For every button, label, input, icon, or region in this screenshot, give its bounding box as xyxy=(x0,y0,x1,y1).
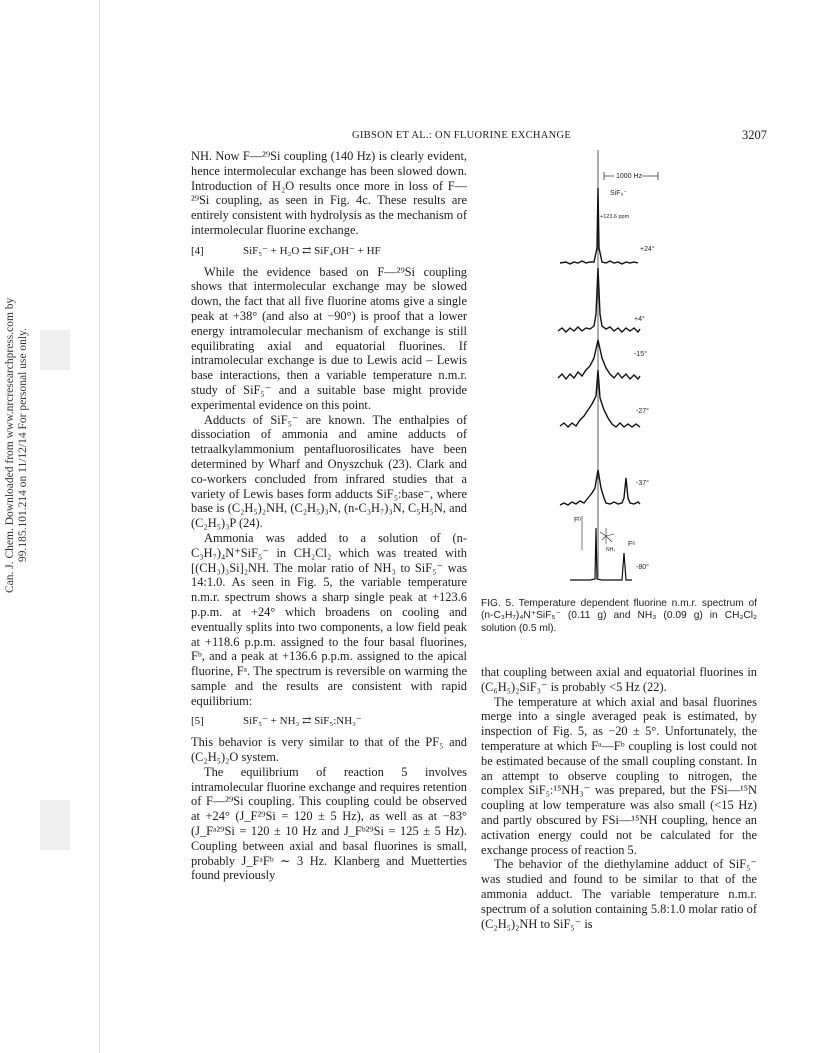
equation-number: [5] xyxy=(191,715,204,728)
paragraph: that coupling between axial and equatorial fluorines in (C₆H₅)₂SiF₃⁻ is probably <5 Hz (22). xyxy=(481,665,757,694)
label-nh3: NH₃ xyxy=(606,547,616,553)
temp-label: -80° xyxy=(636,564,649,571)
equation-5 xyxy=(191,714,467,729)
spectrum-trace-37 xyxy=(560,470,640,505)
spectrum-trace-80 xyxy=(570,528,632,580)
running-head: GIBSON ET AL.: ON FLUORINE EXCHANGE xyxy=(352,130,572,141)
spectrum-trace-24 xyxy=(560,188,638,264)
temp-label: -37° xyxy=(636,480,649,487)
paragraph: The behavior of the diethylamine adduct of SiF₅⁻ was studied and found to be similar to that of the ammonia adduct. The variable temperature n.m.r. spectrum of a solution containing 5.8:1.0 molar ratio of (C₂H₅)₂NH to SiF₅⁻ is xyxy=(481,857,757,931)
paragraph: The equilibrium of reaction 5 involves intramolecular fluorine exchange and requires retention of F—²⁹Si coupling. This coupling could be observed at +24° (J_F²⁹Si = 120 ± 5 Hz), as well as at −83° (J_Fᵃ²⁹Si = 120 ± 10 Hz and J_Fᵇ²⁹Si = 125 ± 5 Hz). Coupling between axial and basal fluorines is small, probably J_FᵃFᵇ ∼ 3 Hz. Klanberg and Muetterties found previously xyxy=(191,764,467,883)
temp-label: +24° xyxy=(640,246,655,253)
temp-label: -27° xyxy=(636,408,649,415)
page-number: 3207 xyxy=(742,128,767,142)
download-margin-note: Can. J. Chem. Downloaded from www.nrcresearchpress.com by 99.185.101.214 on 11/12/14 For personal use only. xyxy=(4,297,29,593)
caption-text: Temperature dependent fluorine n.m.r. spectrum of (n-C₃H₇)₄N⁺SiF₅⁻ (0.11 g) and NH₃ (0.09 g) in CH₂Cl₂ solution (0.5 ml). xyxy=(481,598,758,634)
paragraph: Ammonia was added to a solution of (n-C₃H₇)₄N⁺SiF₅⁻ in CH₂Cl₂ which was treated with [(CH₃)₃Si]₂NH. The molar ratio of NH₃ to SiF₅⁻ was 14:1.0. As seen in Fig. 5, the variable temperature n.m.r. spectrum shows a sharp single peak at +123.6 p.p.m. at +24° which broadens on cooling and eventually splits into two components, a low field peak at +118.6 p.p.m. assigned to the four basal fluorines, Fᵇ, and a peak at +136.6 p.p.m. assigned to the apical fluorine, Fᵃ. The spectrum is reversible on warming the sample and the results are consistent with rapid equilibrium: xyxy=(191,530,467,708)
label-fb: Fᵇ xyxy=(574,517,581,524)
scan-edge-line xyxy=(99,0,100,1053)
label-fa: Fᵃ xyxy=(628,541,635,548)
nmr-spectra-svg xyxy=(540,148,755,588)
scan-smudge xyxy=(40,800,70,850)
caption-lead: FIG. 5. xyxy=(481,598,515,609)
temp-label: +4° xyxy=(634,316,645,323)
equation-text: SiF₅⁻ + NH₃ ⇄ SiF₅:NH₃⁻ xyxy=(243,715,362,728)
paragraph: While the evidence based on F—²⁹Si coupling shows that intermolecular exchange may be slowed down, the fact that all five fluorine atoms give a single peak at +38° (and also at −90°) is proof that a lower energy intramolecular mechanism of exchange is still equilibrating axial and equatorial fluorines. If intramolecular exchange is due to Lewis acid – Lewis base interactions, then a variable temperature n.m.r. study of SiF₅⁻ and a suitable base might provide experimental evidence on this point. xyxy=(191,264,467,412)
scale-label: 1000 Hz xyxy=(616,173,643,180)
figure-caption xyxy=(481,598,757,635)
left-column xyxy=(191,149,467,883)
spectrum-trace-15 xyxy=(558,340,640,379)
paragraph: The temperature at which axial and basal fluorines merge into a single averaged peak is estimated, by inspection of Fig. 5, as −20 ± 5°. Unfortunately, the temperature at which Fᵃ—Fᵇ coupling is lost could not be estimated because of the small coupling constant. In an attempt to observe coupling to nitrogen, the complex SiF₅:¹⁵NH₃⁻ was prepared, but the FSi—¹⁵N coupling at low temperature was also small (<15 Hz) and partly obscured by FSi—¹⁵NH coupling, hence an activation energy could not be calculated for the exchange process of reaction 5. xyxy=(481,694,757,857)
paragraph: NH. Now F—²⁹Si coupling (140 Hz) is clearly evident, hence intermolecular exchange has been slowed down. Introduction of H₂O results once more in loss of F—²⁹Si coupling, as seen in Fig. 4c. These results are entirely consistent with hydrolysis as the mechanism of intermolecular fluorine exchange. xyxy=(191,149,467,237)
right-column xyxy=(481,665,757,931)
paragraph: This behavior is very similar to that of the PF₅ and (C₂H₅)₂O system. xyxy=(191,735,467,765)
shift-label: +123.6 ppm xyxy=(600,214,630,220)
species-label: SiF₅⁻ xyxy=(610,190,628,197)
scale-bar xyxy=(604,171,658,180)
equation-number: [4] xyxy=(191,244,204,257)
spectrum-trace-4 xyxy=(558,268,640,332)
temp-label: -15° xyxy=(634,351,647,358)
spectrum-trace-27 xyxy=(560,370,640,427)
equation-text: SiF₅⁻ + H₂O ⇄ SiF₄OH⁻ + HF xyxy=(243,244,381,257)
equation-4 xyxy=(191,244,467,259)
nmr-figure xyxy=(540,148,755,588)
scan-smudge xyxy=(40,330,70,370)
paragraph: Adducts of SiF₅⁻ are known. The enthalpies of dissociation of ammonia and amine adducts of tetraalkylammonium pentafluorosilicates have been determined by Wharf and Onyszchuk (23). Clark and co-workers concluded from infrared studies that a variety of Lewis bases form adducts SiF₅:base⁻, where base is (C₂H₅)₂NH, (C₂H₅)₃N, (n-C₃H₇)₃N, C₅H₅N, and (C₂H₅)₃P (24). xyxy=(191,412,467,531)
